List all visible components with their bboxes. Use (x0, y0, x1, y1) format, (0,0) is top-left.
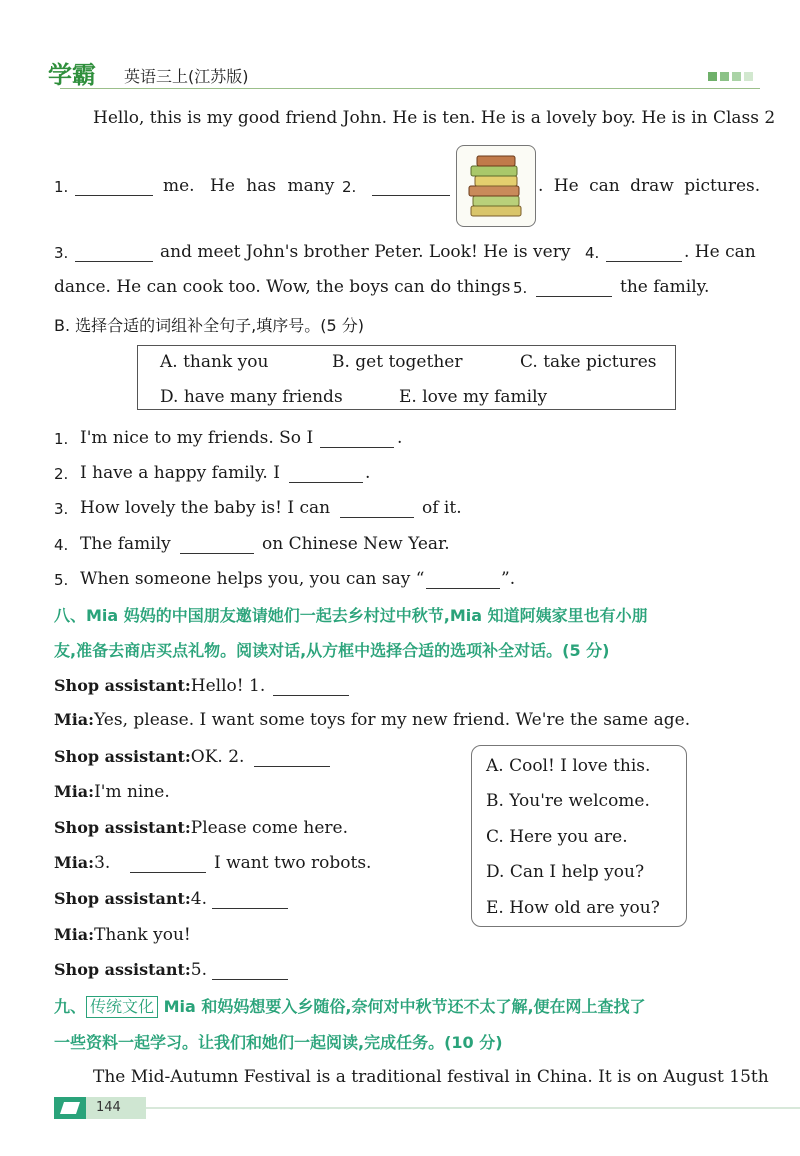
question-number: 3. (54, 500, 69, 518)
section-8-heading: 八、Mia 妈妈的中国朋友邀请她们一起去乡村过中秋节,Mia 知道阿姨家里也有小朋 (54, 606, 648, 625)
passage-text: dance. He can cook too. Wow, the boys can do things (54, 277, 511, 297)
speaker-label: Shop assistant: (54, 818, 191, 837)
header-square-icon (708, 72, 717, 81)
dialogue-number: 3. (94, 853, 111, 873)
dialogue-text: I want two robots. (214, 853, 372, 873)
option-item: A. thank you (160, 352, 269, 372)
option-item: E. love my family (399, 387, 548, 407)
option-item: A. Cool! I love this. (486, 756, 651, 776)
answer-blank[interactable] (212, 890, 288, 909)
option-item: B. You're welcome. (486, 791, 650, 811)
question-text: I'm nice to my friends. So I (80, 428, 314, 448)
dialogue-text: Yes, please. I want some toys for my new friend. We're the same age. (94, 710, 691, 730)
speaker-label: Shop assistant: (54, 676, 191, 695)
question-text: When someone helps you, you can say “ (80, 569, 425, 589)
speaker-label: Mia: (54, 853, 95, 872)
question-text: How lovely the baby is! I can (80, 498, 331, 518)
question-number: 2. (54, 465, 69, 483)
header-title: 英语三上(江苏版) (124, 67, 249, 86)
answer-blank[interactable] (273, 677, 349, 696)
dialogue-text: Thank you! (94, 925, 191, 945)
section-9-heading: 一些资料一起学习。让我们和她们一起阅读,完成任务。(10 分) (54, 1033, 503, 1052)
answer-blank[interactable] (254, 748, 330, 767)
question-text: The family (80, 534, 171, 554)
answer-blank-5[interactable] (536, 278, 612, 297)
section-9-prefix: 九、 (54, 997, 87, 1016)
page-number: 144 (96, 1100, 121, 1115)
speaker-label: Shop assistant: (54, 960, 191, 979)
speaker-label: Shop assistant: (54, 747, 191, 766)
passage-text: the family. (620, 277, 710, 297)
answer-blank-2[interactable] (372, 177, 450, 196)
blank-number: 4. (585, 244, 600, 262)
option-item: E. How old are you? (486, 898, 660, 918)
answer-blank[interactable] (180, 535, 254, 554)
answer-blank[interactable] (212, 961, 288, 980)
header-divider (60, 88, 760, 89)
dialogue-text: I'm nine. (94, 782, 170, 802)
question-text: on Chinese New Year. (262, 534, 450, 554)
passage-text: . He can draw pictures. (538, 176, 761, 196)
section-8-heading: 友,准备去商店买点礼物。阅读对话,从方框中选择合适的选项补全对话。(5 分) (54, 641, 610, 660)
passage-text: and meet John's brother Peter. Look! He is very (160, 242, 571, 262)
blank-number: 1. (54, 178, 69, 196)
option-item: C. take pictures (520, 352, 657, 372)
question-number: 1. (54, 430, 69, 448)
question-text: . (397, 428, 403, 448)
passage-text: me. (163, 176, 195, 196)
passage-text: . He can (684, 242, 756, 262)
option-item: D. have many friends (160, 387, 343, 407)
section-b-heading: B. 选择合适的词组补全句子,填序号。(5 分) (54, 316, 364, 335)
dialogue-text: 4. (190, 889, 208, 909)
passage-text: He has many (210, 176, 335, 196)
answer-blank[interactable] (426, 570, 500, 589)
option-item: B. get together (332, 352, 463, 372)
question-text: of it. (422, 498, 462, 518)
question-text: . (365, 463, 371, 483)
books-stack-icon (457, 146, 535, 226)
question-number: 4. (54, 536, 69, 554)
dialogue-text: Hello! 1. (190, 676, 266, 696)
blank-number: 3. (54, 244, 69, 262)
speaker-label: Mia: (54, 710, 95, 729)
question-text: ”. (501, 569, 516, 589)
answer-blank-3[interactable] (75, 243, 153, 262)
blank-number: 5. (513, 279, 528, 297)
answer-blank[interactable] (130, 854, 206, 873)
option-item: D. Can I help you? (486, 862, 645, 882)
section-9-passage: The Mid-Autumn Festival is a traditional festival in China. It is on August 15th (93, 1067, 769, 1087)
header-square-icon (720, 72, 729, 81)
header-square-icon (732, 72, 741, 81)
dialogue-text: OK. 2. (190, 747, 245, 767)
dialogue-text: 5. (190, 960, 208, 980)
brand-logo: 学霸 (48, 61, 96, 89)
books-picture (456, 145, 536, 227)
dialogue-text: Please come here. (190, 818, 348, 838)
blank-number: 2. (342, 178, 357, 196)
answer-blank-1[interactable] (75, 177, 153, 196)
speaker-label: Mia: (54, 782, 95, 801)
question-number: 5. (54, 571, 69, 589)
answer-blank[interactable] (320, 429, 394, 448)
answer-blank[interactable] (340, 499, 414, 518)
speaker-label: Mia: (54, 925, 95, 944)
traditional-culture-tag: 传统文化 (86, 996, 158, 1018)
header-square-icon (744, 72, 753, 81)
option-item: C. Here you are. (486, 827, 628, 847)
answer-blank[interactable] (289, 464, 363, 483)
section-9-heading: Mia 和妈妈想要入乡随俗,奈何对中秋节还不太了解,便在网上查找了 (163, 997, 646, 1016)
answer-blank-4[interactable] (606, 243, 682, 262)
speaker-label: Shop assistant: (54, 889, 191, 908)
passage-line-1: Hello, this is my good friend John. He is ten. He is a lovely boy. He is in Class 2 (93, 108, 776, 128)
question-text: I have a happy family. I (80, 463, 280, 483)
